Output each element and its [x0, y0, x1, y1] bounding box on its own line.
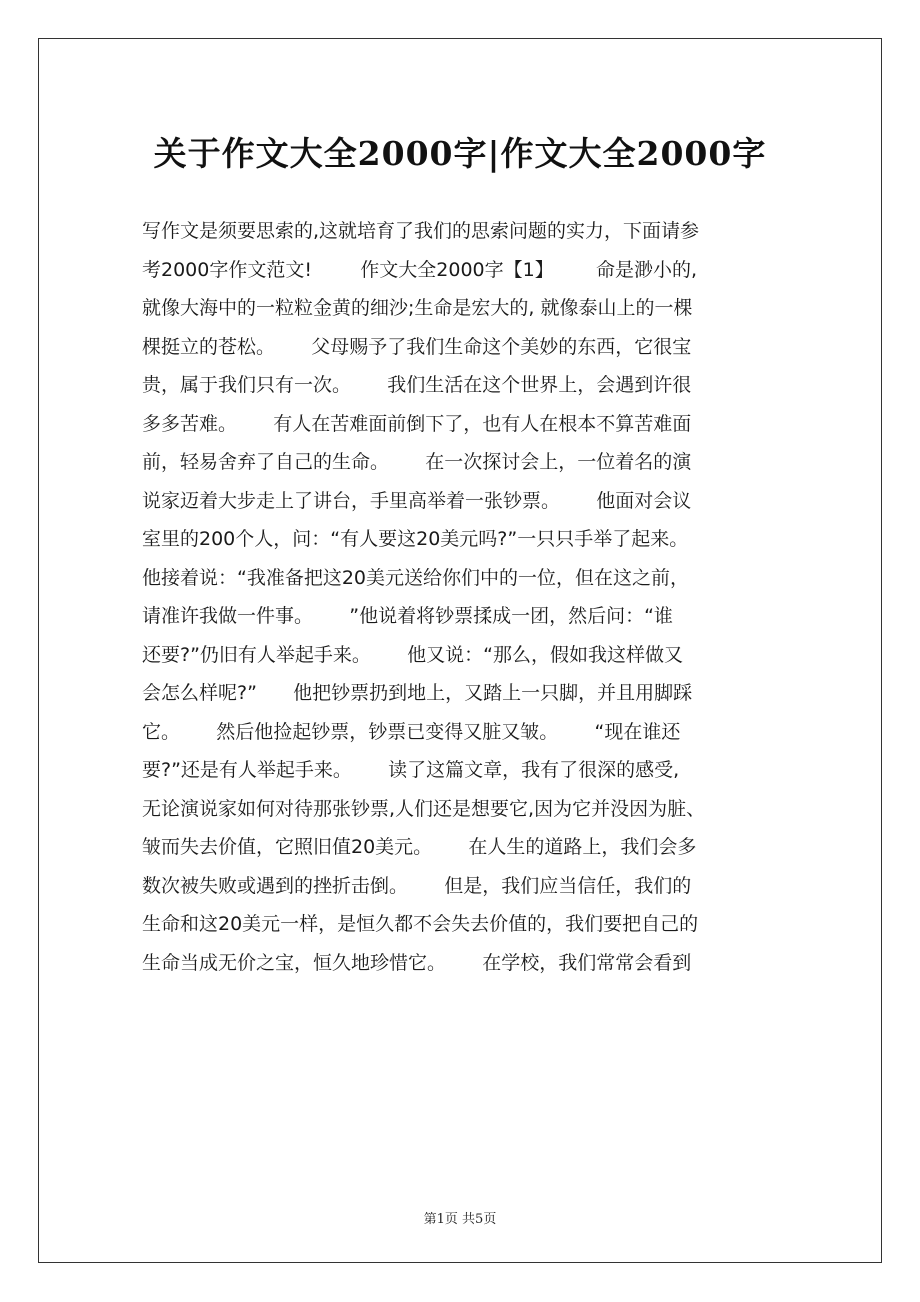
body-line: 就像大海中的一粒粒金黄的细沙;生命是宏大的, 就像泰山上的一棵 [142, 297, 693, 319]
body-line: 前，轻易舍弃了自己的生命。 在一次探讨会上，一位着名的演 [142, 451, 692, 473]
body-line: 写作文是须要思索的,这就培育了我们的思索问题的实力，下面请参 [142, 220, 700, 242]
body-line: 它。 然后他捡起钞票，钞票已变得又脏又皱。 “现在谁还 [142, 720, 681, 743]
body-line: 生命和这20美元一样，是恒久都不会失去价值的，我们要把自己的 [142, 913, 699, 935]
body-line: 会怎么样呢?” 他把钞票扔到地上，又踏上一只脚，并且用脚踩 [142, 682, 693, 704]
document-title: 关于作文大全2000字|作文大全2000字 [153, 134, 767, 173]
body-line: 棵挺立的苍松。 父母赐予了我们生命这个美妙的东西，它很宝 [142, 335, 692, 358]
body-line: 贵，属于我们只有一次。 我们生活在这个世界上，会遇到许很 [142, 374, 692, 396]
body-line: 无论演说家如何对待那张钞票,人们还是想要它,因为它并没因为脏、 [142, 797, 706, 820]
page-footer: 第1页 共5页 [423, 1212, 497, 1227]
body-line: 他接着说：“我准备把这20美元送给你们中的一位，但在这之前， [142, 566, 690, 589]
body-line: 室里的200个人，问：“有人要这20美元吗?”一只只手举了起来。 [142, 528, 689, 550]
body-line: 还要?”仍旧有人举起手来。 他又说：“那么，假如我这样做又 [142, 643, 684, 666]
document-body [142, 212, 782, 982]
body-line: 要?”还是有人举起手来。 读了这篇文章，我有了很深的感受, [142, 759, 680, 781]
body-line: 说家迈着大步走上了讲台，手里高举着一张钞票。 他面对会议 [142, 489, 692, 512]
body-line: 数次被失败或遇到的挫折击倒。 但是，我们应当信任，我们的 [142, 874, 692, 897]
body-line: 请准许我做一件事。 ”他说着将钞票揉成一团，然后问：“谁 [142, 605, 673, 627]
body-line: 生命当成无价之宝，恒久地珍惜它。 在学校，我们常常会看到 [142, 951, 692, 974]
body-line: 考2000字作文范文! 作文大全2000字【1】 命是渺小的, [142, 258, 698, 281]
body-line: 多多苦难。 有人在苦难面前倒下了，也有人在根本不算苦难面 [142, 412, 692, 435]
body-line: 皱而失去价值，它照旧值20美元。 在人生的道路上，我们会多 [142, 836, 697, 858]
